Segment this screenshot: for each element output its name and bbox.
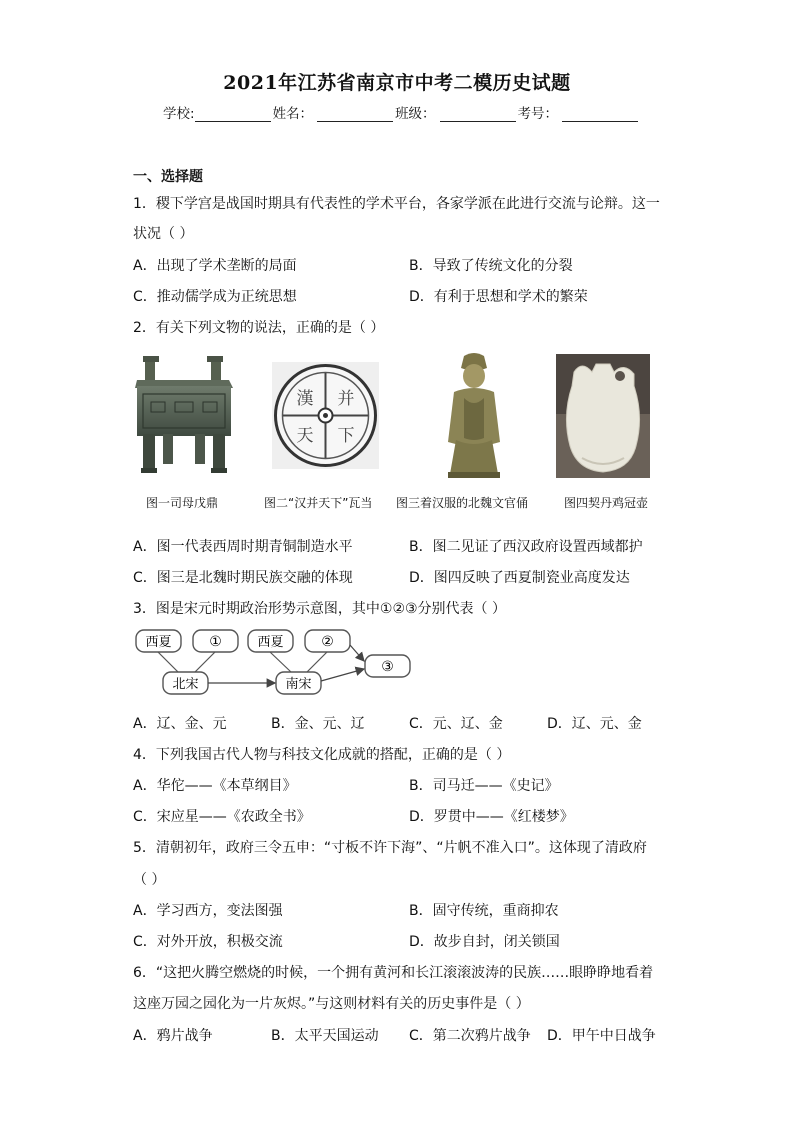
q4-stem: 4．下列我国古代人物与科技文化成就的搭配，正确的是（ ） <box>133 747 511 763</box>
q5-stem-line1: 5．清朝初年，政府三令五申：“寸板不许下海”、“片帆不准入口”。这体现了清政府 <box>133 840 647 856</box>
exam-no-blank <box>562 107 638 122</box>
q6-option-c: C．第二次鸦片战争 <box>409 1028 531 1044</box>
section-title: 一、选择题 <box>133 169 203 185</box>
figurine-image <box>434 352 514 480</box>
q6-option-a: A．鸦片战争 <box>133 1028 213 1044</box>
q6-stem-line2: 这座万园之园化为一片灰烬。”与这则材料有关的历史事件是（ ） <box>133 996 530 1012</box>
song-yuan-diagram <box>133 627 413 697</box>
svg-text:西夏: 西夏 <box>145 635 172 650</box>
q3-option-a: A．辽、金、元 <box>133 716 227 732</box>
tile-char-1: 漢 <box>296 389 314 409</box>
svg-text:西夏: 西夏 <box>257 635 284 650</box>
q5-option-d: D．故步自封，闭关锁国 <box>409 934 560 950</box>
bronze-ding-image <box>133 352 237 480</box>
q2-option-b: B．图二见证了西汉政府设置西域都护 <box>409 539 643 555</box>
q1-stem-line2: 状况（ ） <box>133 226 194 242</box>
cockscomb-ewer-image <box>556 354 650 478</box>
class-blank <box>440 107 516 122</box>
han-tile-image <box>272 362 379 469</box>
q4-option-c: C．宋应星——《农政全书》 <box>133 809 311 825</box>
fig2-caption: 图二“汉并天下”瓦当 <box>264 496 373 510</box>
q4-option-b: B．司马迁——《史记》 <box>409 778 559 794</box>
q2-option-d: D．图四反映了西夏制瓷业高度发达 <box>409 570 630 586</box>
school-label: 学校: <box>163 106 195 122</box>
fig3-caption: 图三着汉服的北魏文官俑 <box>396 496 529 510</box>
fig1-caption: 图一司母戊鼎 <box>146 496 219 510</box>
svg-text:②: ② <box>321 634 334 650</box>
q5-option-c: C．对外开放，积极交流 <box>133 934 283 950</box>
q5-stem-line2: （ ） <box>133 872 166 888</box>
svg-text:①: ① <box>209 634 222 650</box>
svg-text:北宋: 北宋 <box>172 677 199 692</box>
exam-title: 2021年江苏省南京市中考二模历史试题 <box>223 72 571 94</box>
q2-stem: 2．有关下列文物的说法，正确的是（ ） <box>133 320 385 336</box>
fig4-caption: 图四契丹鸡冠壶 <box>564 496 649 510</box>
class-label: 班级： <box>395 106 436 122</box>
svg-text:③: ③ <box>381 659 394 675</box>
q6-stem-line1: 6．“这把火腾空燃烧的时候，一个拥有黄河和长江滚滚波涛的民族……眼睁睁地看着 <box>133 965 654 981</box>
name-blank <box>317 107 393 122</box>
q2-option-c: C．图三是北魏时期民族交融的体现 <box>133 570 353 586</box>
q3-stem: 3．图是宋元时期政治形势示意图，其中①②③分别代表（ ） <box>133 601 507 617</box>
q5-option-b: B．固守传统，重商抑农 <box>409 903 559 919</box>
q1-option-d: D．有利于思想和学术的繁荣 <box>409 289 588 305</box>
q1-stem-line1: 1．稷下学宫是战国时期具有代表性的学术平台，各家学派在此进行交流与论辩。这一 <box>133 196 660 212</box>
q6-option-d: D．甲午中日战争 <box>547 1028 656 1044</box>
tile-char-4: 下 <box>337 426 355 446</box>
q2-option-a: A．图一代表西周时期青铜制造水平 <box>133 539 353 555</box>
q4-option-a: A．华佗——《本草纲目》 <box>133 778 297 794</box>
school-blank <box>195 107 271 122</box>
svg-text:南宋: 南宋 <box>285 677 312 692</box>
q4-option-d: D．罗贯中——《红楼梦》 <box>409 809 574 825</box>
q1-option-a: A．出现了学术垄断的局面 <box>133 258 297 274</box>
q1-option-b: B．导致了传统文化的分裂 <box>409 258 573 274</box>
q3-option-b: B．金、元、辽 <box>271 716 365 732</box>
q6-option-b: B．太平天国运动 <box>271 1028 379 1044</box>
q3-option-d: D．辽、元、金 <box>547 716 642 732</box>
tile-char-2: 并 <box>337 389 355 409</box>
name-label: 姓名： <box>272 106 314 122</box>
q3-option-c: C．元、辽、金 <box>409 716 503 732</box>
tile-char-3: 天 <box>296 426 314 446</box>
student-info-row <box>163 102 640 122</box>
q1-option-c: C．推动儒学成为正统思想 <box>133 289 297 305</box>
q5-option-a: A．学习西方，变法图强 <box>133 903 283 919</box>
exam-no-label: 考号： <box>517 106 559 122</box>
